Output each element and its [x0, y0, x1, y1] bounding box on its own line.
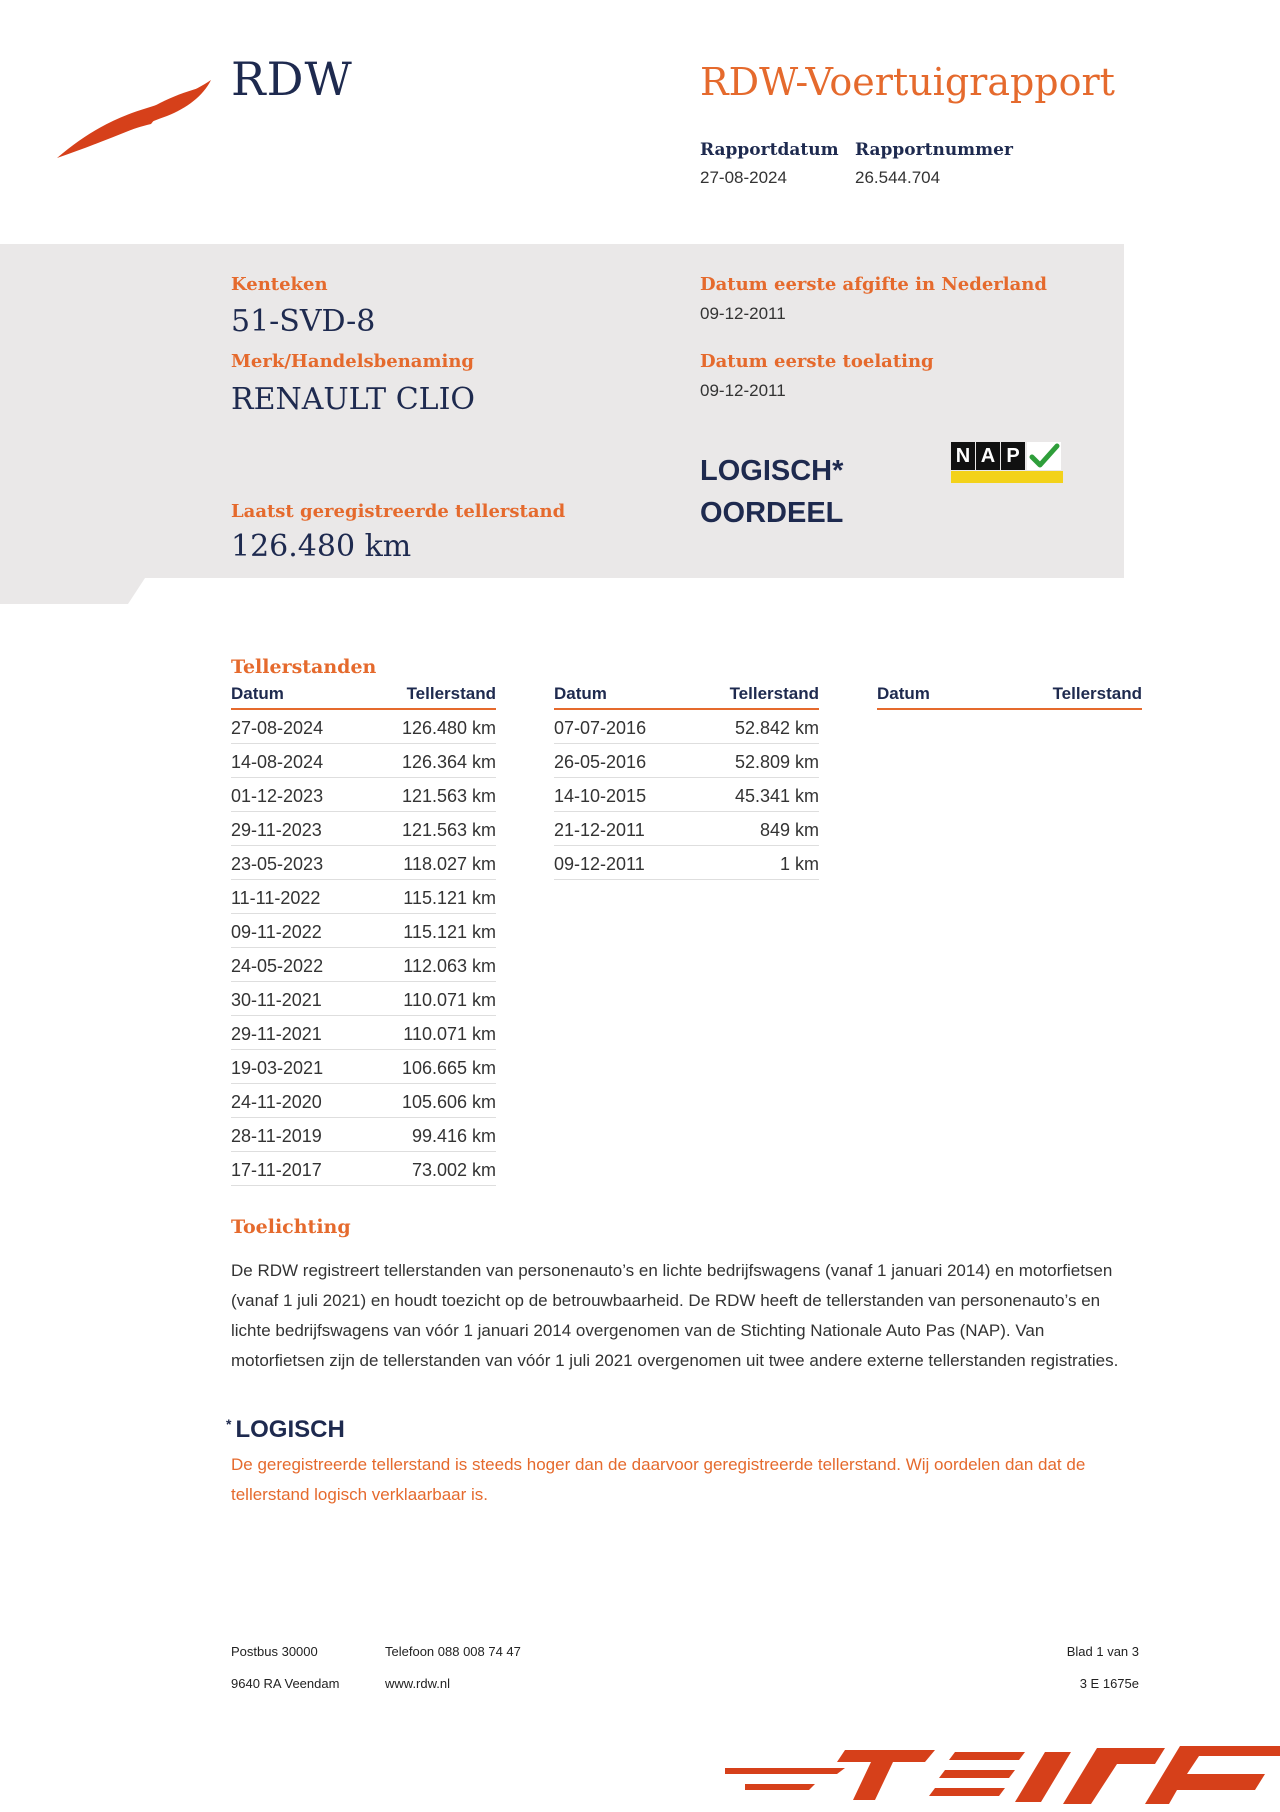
plate-number: 51-SVD-8 [231, 304, 376, 339]
reading-date: 14-08-2024 [231, 752, 324, 772]
reading-row [231, 1016, 496, 1050]
logisch-title: LOGISCH [235, 1416, 345, 1443]
nap-letter-n: N [951, 442, 975, 470]
nap-letter-a: A [976, 442, 1000, 470]
reading-date: 28-11-2019 [231, 1126, 322, 1146]
org-name: RDW [231, 52, 353, 106]
reading-row [231, 948, 496, 982]
reading-date: 09-12-2011 [554, 854, 645, 874]
logisch-text: De geregistreerde tellerstand is steeds hoger dan de daarvoor geregistreerde tellerstand. Wij oordelen dan dat de tellerstand logisch verklaarbaar is. [231, 1455, 1086, 1504]
reading-value: 126.364 km [401, 752, 496, 772]
reading-value: 121.563 km [401, 820, 496, 840]
footer-website[interactable]: www.rdw.nl [385, 1676, 451, 1691]
reading-date: 24-05-2022 [231, 956, 324, 976]
reading-row [554, 812, 819, 846]
tellerstanden-title: Tellerstanden [231, 656, 377, 678]
reading-row [231, 846, 496, 880]
plate-label: Kenteken [231, 274, 328, 295]
footer-stripes-decoration [725, 1740, 1280, 1812]
reading-row [231, 1152, 496, 1186]
reading-value: 118.027 km [403, 854, 496, 874]
reading-date: 26-05-2016 [554, 752, 647, 772]
reading-value: 115.121 km [403, 922, 496, 942]
vehicle-panel [0, 244, 1124, 578]
reading-value: 45.341 km [734, 786, 819, 806]
column-header-date: Datum [231, 684, 284, 703]
first-admission-label: Datum eerste toelating [700, 351, 934, 372]
report-number: 26.544.704 [855, 168, 941, 187]
reading-row [231, 812, 496, 846]
reading-value: 106.665 km [401, 1058, 496, 1078]
reading-date: 29-11-2023 [231, 820, 322, 840]
footer-postbus: Postbus 30000 [231, 1644, 318, 1659]
odometer-value: 126.480 km [231, 529, 412, 564]
footer-document-code: 3 E 1675e [1079, 1676, 1139, 1691]
reading-date: 24-11-2020 [231, 1092, 322, 1112]
reading-row [231, 982, 496, 1016]
readings-column-header [877, 684, 1142, 710]
nap-logo [951, 442, 1063, 484]
toelichting-text: De RDW registreert tellerstanden van personenauto’s en lichte bedrijfswagens (vanaf 1 januari 2014) en motorfietsen (vanaf 1 juli 2021) en houdt toezicht op de betrouwbaarheid. De RDW heeft de tellerstanden van personenauto’s en lichte bedrijfswagens van vóór 1 januari 2014 overgenomen van de Stichting Nationale Auto Pas (NAP). Van motorfietsen zijn de tellerstanden van vóór 1 juli 2021 overgenomen uit twee andere externe tellerstanden registraties. [231, 1261, 1119, 1370]
column-header-date: Datum [554, 684, 607, 703]
reading-date: 27-08-2024 [231, 718, 324, 738]
reading-row [231, 744, 496, 778]
logisch-heading [226, 1416, 345, 1444]
reading-date: 11-11-2022 [231, 888, 321, 908]
reading-value: 115.121 km [403, 888, 496, 908]
column-header-reading: Tellerstand [1052, 684, 1142, 703]
reading-row [231, 914, 496, 948]
column-header-date: Datum [877, 684, 930, 703]
reading-value: 52.842 km [734, 718, 819, 738]
reading-value: 110.071 km [403, 1024, 496, 1044]
reading-row [231, 1118, 496, 1152]
reading-row [554, 846, 819, 880]
reading-value: 126.480 km [401, 718, 496, 738]
reading-row [554, 778, 819, 812]
reading-date: 09-11-2022 [231, 922, 322, 942]
report-date-label: Rapportdatum [700, 140, 839, 160]
reading-row [231, 1084, 496, 1118]
reading-value: 52.809 km [734, 752, 819, 772]
reading-row [231, 710, 496, 744]
reading-value: 99.416 km [411, 1126, 496, 1146]
reading-date: 30-11-2021 [231, 990, 322, 1010]
reading-value: 121.563 km [401, 786, 496, 806]
column-header-reading: Tellerstand [406, 684, 496, 703]
reading-date: 07-07-2016 [554, 718, 647, 738]
reading-date: 19-03-2021 [231, 1058, 324, 1078]
first-issue-nl-label: Datum eerste afgifte in Nederland [700, 274, 1047, 295]
reading-value: 73.002 km [411, 1160, 496, 1180]
reading-date: 29-11-2021 [231, 1024, 322, 1044]
report-date: 27-08-2024 [700, 168, 787, 187]
footer-phone: Telefoon 088 008 74 47 [385, 1644, 521, 1659]
reading-value: 105.606 km [401, 1092, 496, 1112]
brand-label: Merk/Handelsbenaming [231, 351, 475, 372]
checkmark-icon [1027, 442, 1061, 470]
panel-corner-shape [0, 578, 145, 604]
report-title: RDW-Voertuigrapport [700, 60, 1115, 104]
footer-page-number: Blad 1 van 3 [1066, 1644, 1139, 1659]
reading-date: 23-05-2023 [231, 854, 324, 874]
verdict [700, 450, 843, 534]
readings-column-header [554, 684, 819, 710]
reading-value: 1 km [779, 854, 819, 874]
reading-date: 21-12-2011 [554, 820, 645, 840]
readings-column-header [231, 684, 496, 710]
logisch-star: * [226, 1416, 232, 1432]
column-header-reading: Tellerstand [729, 684, 819, 703]
first-admission-date: 09-12-2011 [700, 381, 786, 400]
rdw-logo-icon [55, 78, 215, 166]
verdict-line-1: LOGISCH* [700, 455, 844, 487]
readings-column-1 [231, 684, 496, 1186]
verdict-line-2: OORDEEL [700, 497, 844, 529]
footer-city: 9640 RA Veendam [231, 1676, 340, 1691]
reading-date: 14-10-2015 [554, 786, 647, 806]
first-issue-nl-date: 09-12-2011 [700, 304, 786, 323]
reading-row [231, 880, 496, 914]
reading-row [231, 778, 496, 812]
toelichting-title: Toelichting [231, 1216, 351, 1238]
reading-row [554, 710, 819, 744]
report-number-label: Rapportnummer [855, 140, 1013, 160]
reading-row [231, 1050, 496, 1084]
nap-letter-p: P [1001, 442, 1025, 470]
reading-value: 110.071 km [403, 990, 496, 1010]
nap-yellow-bar [951, 471, 1063, 483]
reading-date: 01-12-2023 [231, 786, 324, 806]
reading-date: 17-11-2017 [231, 1160, 322, 1180]
readings-column-2 [554, 684, 819, 880]
reading-value: 112.063 km [403, 956, 496, 976]
reading-row [554, 744, 819, 778]
brand-name: RENAULT CLIO [231, 382, 476, 417]
odometer-label: Laatst geregistreerde tellerstand [231, 501, 566, 522]
reading-value: 849 km [759, 820, 819, 840]
readings-column-3 [877, 684, 1142, 710]
